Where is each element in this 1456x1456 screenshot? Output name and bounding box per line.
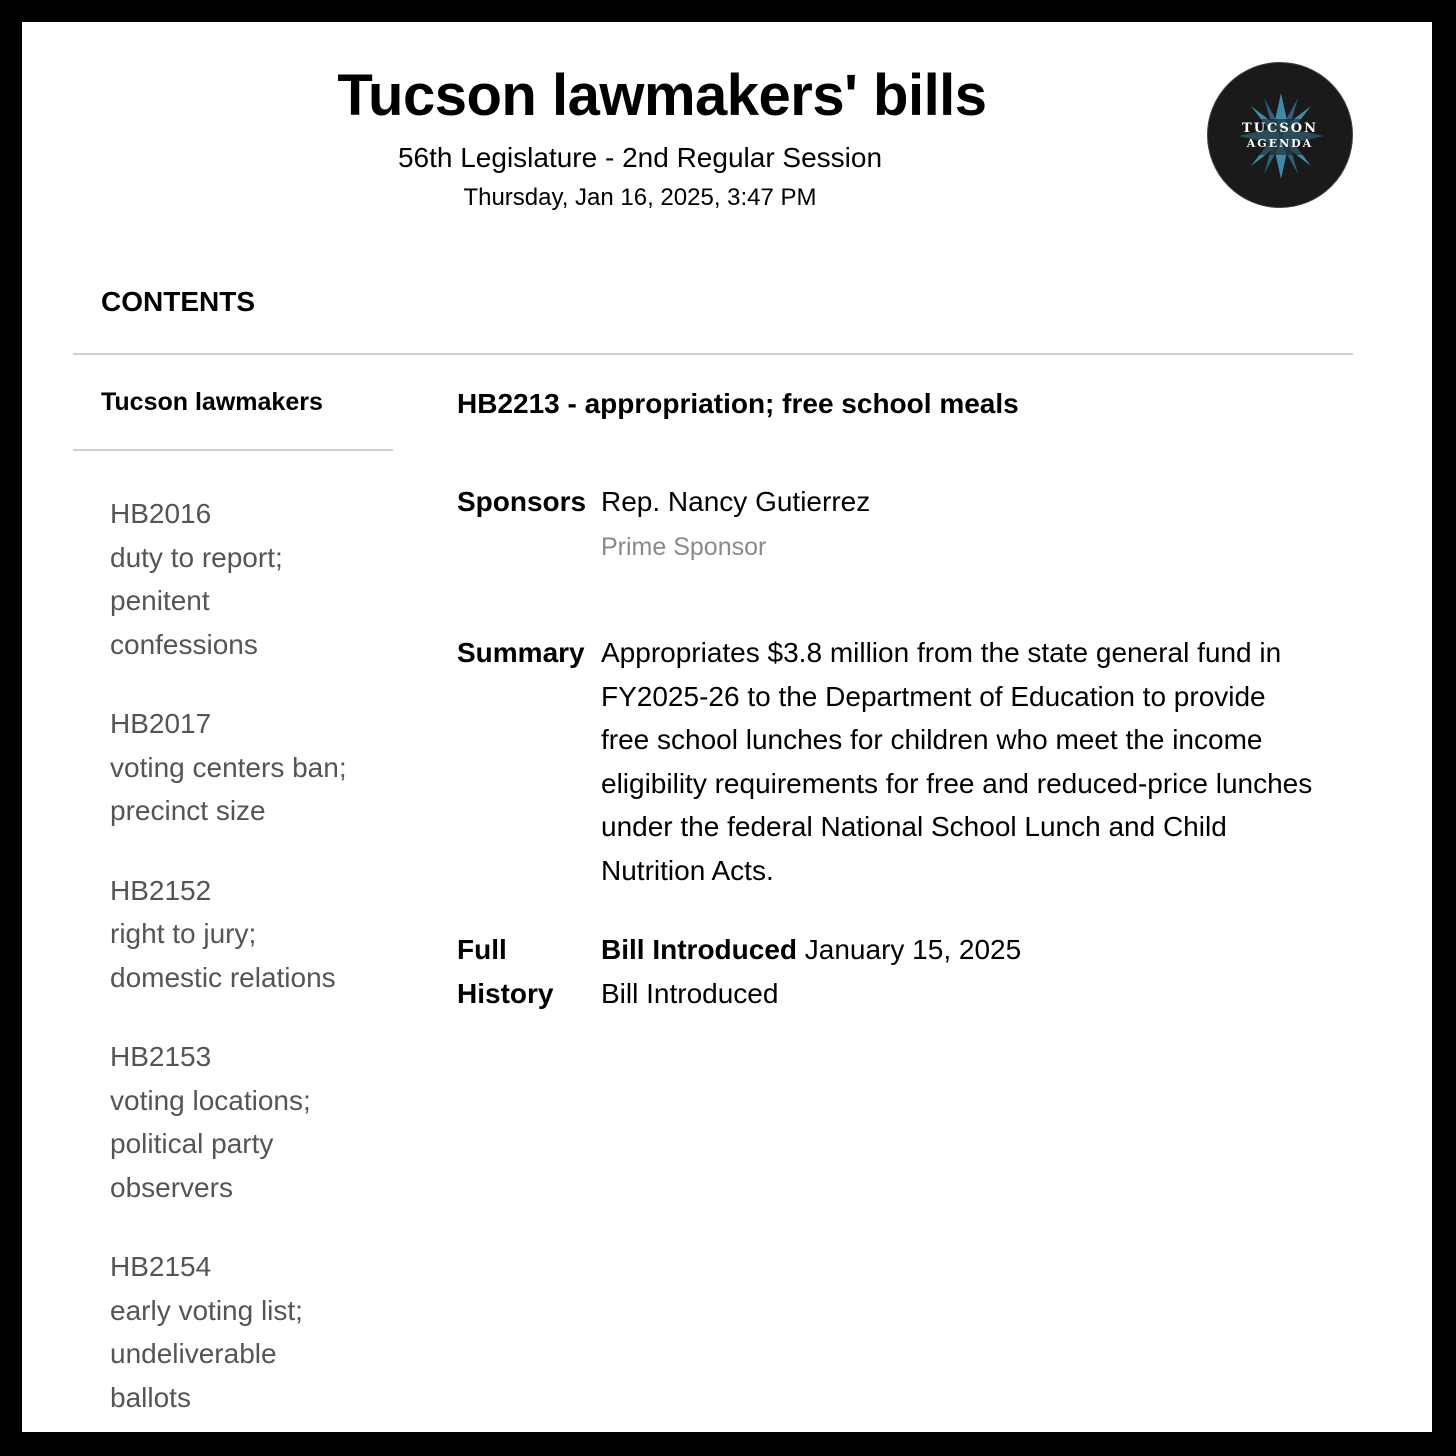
star-icon bbox=[1208, 63, 1354, 209]
summary-text: Appropriates $3.8 million from the state general fund in FY2025-26 to the Department of Education to provide free school lunches for children who meet the income eligibility requirements for free and reduced-price lunches under the federal National School Lunch and Child Nutrition Acts. bbox=[601, 637, 1313, 886]
bill-title: HB2213 - appropriation; free school meals bbox=[457, 388, 1019, 419]
sidebar-item-description-line: observers bbox=[110, 1171, 233, 1203]
logo-text-line2: AGENDA bbox=[1246, 137, 1314, 150]
sidebar-item-hb2152[interactable] bbox=[110, 869, 380, 1000]
sidebar-item-description-line: domestic relations bbox=[110, 961, 336, 993]
sidebar-item-id: HB2153 bbox=[110, 1041, 212, 1072]
sidebar-item-hb2153[interactable] bbox=[110, 1035, 380, 1209]
sidebar-item-description-line: confessions bbox=[110, 628, 258, 660]
history-first-line bbox=[601, 928, 1021, 972]
history-detail: Bill Introduced bbox=[601, 977, 779, 1009]
sponsor-role: Prime Sponsor bbox=[601, 533, 767, 561]
sidebar-item-hb2154[interactable] bbox=[110, 1245, 380, 1419]
sidebar-item-id: HB2152 bbox=[110, 874, 212, 906]
sponsors-label: Sponsors bbox=[457, 486, 587, 517]
sidebar-heading: Tucson lawmakers bbox=[101, 388, 323, 416]
sidebar-item-hb2017[interactable] bbox=[110, 702, 380, 833]
sidebar-item-description-line: voting locations; bbox=[110, 1084, 311, 1116]
sponsor-name: Rep. Nancy Gutierrez bbox=[601, 486, 871, 517]
contents-divider bbox=[73, 353, 1353, 355]
tucson-agenda-logo bbox=[1207, 62, 1353, 208]
summary-label: Summary bbox=[457, 637, 585, 668]
sidebar-item-description-line: early voting list; bbox=[110, 1294, 303, 1326]
history-entry bbox=[601, 928, 1021, 1015]
sidebar-item-description-line: right to jury; bbox=[110, 918, 257, 949]
sidebar-item-id: HB2016 bbox=[110, 498, 212, 529]
sidebar-bill-list bbox=[110, 492, 380, 1419]
sidebar-item-id: HB2017 bbox=[110, 708, 212, 739]
sidebar-item-description-line: political party bbox=[110, 1128, 274, 1159]
report-date: Thursday, Jan 16, 2025, 3:47 PM bbox=[463, 184, 817, 211]
sidebar-item-description-line: undeliverable bbox=[110, 1338, 277, 1369]
full-history-label: Full History bbox=[457, 934, 554, 1009]
sidebar-item-description-line: penitent bbox=[110, 585, 210, 616]
sidebar-item-description-line: ballots bbox=[110, 1381, 191, 1413]
logo-text-line1: TUCSON bbox=[1242, 121, 1318, 136]
sidebar-item-hb2016[interactable] bbox=[110, 492, 380, 666]
sidebar-item-description-line: duty to report; bbox=[110, 541, 283, 573]
session-subtitle: 56th Legislature - 2nd Regular Session bbox=[397, 142, 883, 173]
page bbox=[22, 22, 1432, 1432]
history-date: January 15, 2025 bbox=[804, 934, 1022, 965]
history-event: Bill Introduced bbox=[601, 934, 797, 965]
sidebar-item-id: HB2154 bbox=[110, 1251, 212, 1282]
page-title: Tucson lawmakers' bills bbox=[337, 63, 987, 128]
sidebar-item-description-line: voting centers ban; bbox=[110, 751, 347, 783]
sidebar-divider bbox=[73, 449, 393, 451]
contents-heading: CONTENTS bbox=[101, 286, 255, 317]
sidebar-item-description-line: precinct size bbox=[110, 795, 266, 826]
